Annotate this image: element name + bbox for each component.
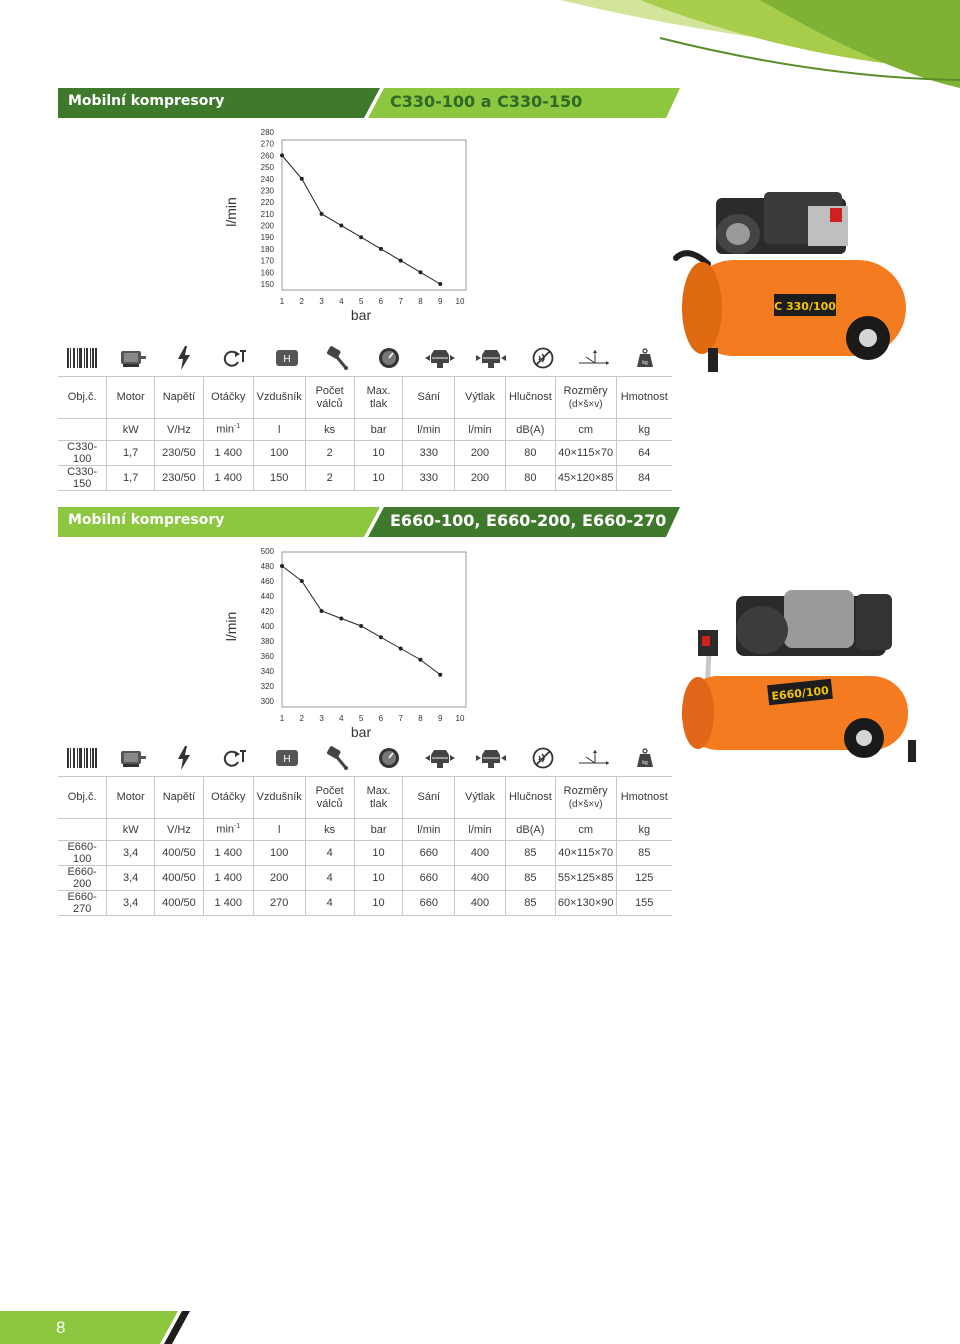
table-cell: 4 bbox=[305, 866, 354, 891]
category-title: Mobilní kompresory bbox=[68, 93, 225, 109]
photo-badge: E660/100 bbox=[770, 684, 830, 703]
x-tick-label: 1 bbox=[279, 297, 285, 306]
table-cell: 400 bbox=[455, 841, 506, 866]
table-cell: 85 bbox=[505, 891, 555, 916]
dimensions-subheader: (d×š×v) bbox=[568, 798, 603, 810]
x-tick-label: 9 bbox=[437, 714, 443, 723]
unit-label: cm bbox=[578, 823, 593, 836]
noise-icon bbox=[515, 740, 571, 776]
y-tick-label: 360 bbox=[260, 652, 274, 661]
x-tick-label: 10 bbox=[455, 297, 465, 306]
table-cell: 150 bbox=[253, 466, 305, 491]
flow-chart-1-svg bbox=[220, 128, 480, 328]
column-header-label: Obj.č. bbox=[67, 791, 97, 803]
unit-cell bbox=[203, 819, 253, 841]
unit-cell bbox=[403, 819, 455, 841]
weight-icon bbox=[617, 740, 673, 776]
data-point bbox=[300, 177, 304, 181]
y-tick-label: 180 bbox=[260, 244, 274, 254]
barcode-icon bbox=[54, 740, 110, 776]
table-cell: 400/50 bbox=[155, 841, 204, 866]
unit-label: l/min bbox=[468, 823, 492, 836]
table-cell: 60×130×90 bbox=[555, 891, 616, 916]
column-header bbox=[354, 777, 403, 819]
order-number-cell: E660-270 bbox=[58, 891, 107, 916]
table-cell: 4 bbox=[305, 841, 354, 866]
x-tick-label: 6 bbox=[378, 714, 384, 723]
unit-cell bbox=[155, 819, 204, 841]
unit-label: dB(A) bbox=[516, 423, 545, 436]
unit-label: l bbox=[277, 423, 281, 436]
data-point bbox=[418, 270, 422, 274]
column-header bbox=[253, 777, 305, 819]
data-point bbox=[399, 259, 403, 263]
output-icon bbox=[463, 740, 519, 776]
table-cell: 84 bbox=[616, 466, 672, 491]
data-point bbox=[320, 609, 324, 613]
x-axis-label: bar bbox=[350, 724, 372, 740]
unit-label: min bbox=[216, 423, 235, 436]
x-tick-label: 3 bbox=[319, 297, 324, 306]
x-tick-label: 8 bbox=[418, 297, 423, 306]
series-line bbox=[282, 155, 440, 284]
x-tick-label: 7 bbox=[398, 714, 403, 723]
y-tick-label: 150 bbox=[260, 280, 274, 289]
column-header bbox=[354, 377, 403, 419]
column-header bbox=[305, 377, 354, 419]
table-cell: 55×125×85 bbox=[555, 866, 616, 891]
column-header-label: Hlučnost bbox=[508, 391, 552, 403]
column-header-label: Napětí bbox=[162, 391, 196, 403]
table-cell: 3,4 bbox=[107, 866, 155, 891]
table-cell: 660 bbox=[403, 866, 455, 891]
table-cell: 330 bbox=[403, 441, 455, 466]
data-point bbox=[379, 247, 383, 251]
data-point bbox=[359, 624, 363, 628]
y-tick-label: 460 bbox=[260, 577, 274, 586]
x-tick-label: 10 bbox=[455, 714, 465, 723]
unit-label: kW bbox=[122, 423, 139, 436]
svg-text:H: H bbox=[283, 754, 291, 765]
unit-label: l/min bbox=[417, 823, 441, 836]
table-cell: 400/50 bbox=[155, 866, 204, 891]
table-cell: 80 bbox=[505, 466, 555, 491]
table-cell: 10 bbox=[354, 841, 403, 866]
x-tick-label: 6 bbox=[378, 297, 384, 306]
icon-row-2 bbox=[58, 740, 672, 776]
rpm-icon bbox=[208, 740, 264, 776]
unit-label: ks bbox=[324, 823, 336, 836]
column-header bbox=[58, 377, 107, 419]
y-tick-label: 210 bbox=[260, 209, 274, 219]
unit-label: l bbox=[277, 823, 281, 836]
x-axis-label: bar bbox=[350, 307, 372, 323]
svg-text:H: H bbox=[283, 354, 291, 365]
data-point bbox=[280, 153, 284, 157]
unit-superscript: -1 bbox=[234, 423, 241, 431]
unit-label: l/min bbox=[468, 423, 492, 436]
column-header bbox=[107, 377, 155, 419]
y-axis-label: l/min bbox=[223, 611, 239, 642]
unit-label: kg bbox=[638, 823, 651, 836]
column-header-label: Obj.č. bbox=[67, 391, 97, 403]
data-point bbox=[379, 635, 383, 639]
svg-text:kg: kg bbox=[642, 360, 648, 366]
column-header-label: Hmotnost bbox=[620, 391, 668, 403]
column-header-label: Rozměry bbox=[563, 384, 608, 397]
table-cell: 85 bbox=[616, 841, 672, 866]
y-tick-label: 320 bbox=[260, 682, 274, 691]
x-tick-label: 9 bbox=[437, 297, 443, 306]
x-tick-label: 4 bbox=[339, 714, 344, 723]
table-cell: 400/50 bbox=[155, 891, 204, 916]
icon-row-1 bbox=[58, 340, 672, 376]
column-header bbox=[403, 777, 455, 819]
x-tick-label: 5 bbox=[358, 714, 364, 723]
compressor-photo-1 bbox=[668, 188, 918, 385]
unit-cell bbox=[107, 819, 155, 841]
output-icon bbox=[463, 340, 519, 376]
table-cell: 1 400 bbox=[203, 441, 253, 466]
column-header bbox=[455, 377, 506, 419]
dimensions-subheader: (d×š×v) bbox=[568, 398, 603, 410]
piston-icon bbox=[310, 740, 366, 776]
table-cell: 10 bbox=[354, 891, 403, 916]
spec-table-2 bbox=[58, 776, 672, 916]
unit-cell bbox=[354, 419, 403, 441]
voltage-icon bbox=[156, 340, 212, 376]
column-header-label: Výtlak bbox=[465, 391, 495, 403]
table-cell: 40×115×70 bbox=[555, 841, 616, 866]
data-point bbox=[359, 235, 363, 239]
column-header-label: Vzdušník bbox=[256, 391, 302, 403]
voltage-icon bbox=[156, 740, 212, 776]
table-cell: 400 bbox=[455, 891, 506, 916]
table-cell: 200 bbox=[455, 441, 506, 466]
table-cell: 1 400 bbox=[203, 891, 253, 916]
footer-bar bbox=[0, 1311, 960, 1344]
y-tick-label: 500 bbox=[260, 547, 274, 556]
data-point bbox=[320, 212, 324, 216]
piston-icon bbox=[310, 340, 366, 376]
table-cell: 400 bbox=[455, 866, 506, 891]
spec-table-1 bbox=[58, 376, 672, 491]
table-cell: 200 bbox=[455, 466, 506, 491]
unit-cell bbox=[354, 819, 403, 841]
unit-label: bar bbox=[370, 823, 387, 836]
table-cell: 4 bbox=[305, 891, 354, 916]
table-cell: 230/50 bbox=[155, 441, 204, 466]
rpm-icon bbox=[208, 340, 264, 376]
series-line bbox=[282, 566, 440, 675]
column-header bbox=[616, 777, 672, 819]
table-cell: 45×120×85 bbox=[555, 466, 616, 491]
y-tick-label: 340 bbox=[260, 667, 274, 676]
y-tick-label: 250 bbox=[260, 163, 274, 173]
unit-label: kg bbox=[638, 423, 651, 436]
table-row bbox=[58, 891, 672, 916]
unit-superscript: -1 bbox=[234, 823, 241, 831]
column-header-label: Výtlak bbox=[465, 791, 495, 803]
column-header bbox=[107, 777, 155, 819]
column-header bbox=[505, 777, 555, 819]
unit-cell bbox=[58, 419, 107, 441]
column-header-label: Max. tlak bbox=[366, 784, 391, 810]
y-tick-label: 300 bbox=[260, 697, 274, 706]
unit-label: min bbox=[216, 823, 235, 836]
x-tick-label: 3 bbox=[319, 714, 324, 723]
unit-label: cm bbox=[578, 423, 593, 436]
table-row bbox=[58, 466, 672, 491]
column-header bbox=[155, 377, 204, 419]
table-cell: 125 bbox=[616, 866, 672, 891]
unit-label: bar bbox=[370, 423, 387, 436]
y-tick-label: 260 bbox=[260, 151, 274, 161]
y-tick-label: 280 bbox=[260, 128, 274, 137]
data-point bbox=[438, 282, 442, 286]
suction-icon bbox=[412, 740, 468, 776]
y-tick-label: 230 bbox=[260, 186, 274, 196]
y-tick-label: 220 bbox=[260, 198, 274, 208]
column-header-label: Sání bbox=[417, 791, 441, 803]
column-header bbox=[253, 377, 305, 419]
column-header bbox=[616, 377, 672, 419]
table-cell: 330 bbox=[403, 466, 455, 491]
table-cell: 1 400 bbox=[203, 466, 253, 491]
noise-icon bbox=[515, 340, 571, 376]
unit-cell bbox=[555, 819, 616, 841]
weight-icon bbox=[617, 340, 673, 376]
unit-cell bbox=[107, 419, 155, 441]
unit-cell bbox=[203, 419, 253, 441]
order-number-cell: C330-150 bbox=[58, 466, 107, 491]
unit-label: l/min bbox=[417, 423, 441, 436]
column-header-label: Motor bbox=[116, 391, 145, 403]
barcode-icon bbox=[54, 340, 110, 376]
motor-icon bbox=[105, 340, 161, 376]
data-point bbox=[339, 224, 343, 228]
column-header bbox=[155, 777, 204, 819]
table-cell: 80 bbox=[505, 441, 555, 466]
dimensions-icon bbox=[566, 740, 622, 776]
table-cell: 270 bbox=[253, 891, 305, 916]
table-cell: 1 400 bbox=[203, 866, 253, 891]
column-header-label: Max. tlak bbox=[366, 384, 391, 410]
column-header bbox=[58, 777, 107, 819]
column-header bbox=[555, 777, 616, 819]
x-tick-label: 1 bbox=[279, 714, 285, 723]
x-tick-label: 8 bbox=[418, 714, 423, 723]
header-decoration bbox=[0, 0, 960, 90]
data-point bbox=[280, 564, 284, 568]
order-number-cell: C330-100 bbox=[58, 441, 107, 466]
table-cell: 660 bbox=[403, 891, 455, 916]
order-number-cell: E660-100 bbox=[58, 841, 107, 866]
unit-label: V/Hz bbox=[167, 423, 191, 436]
x-tick-label: 4 bbox=[339, 297, 344, 306]
table-cell: 10 bbox=[354, 441, 403, 466]
column-header bbox=[203, 377, 253, 419]
flow-chart-1 bbox=[220, 128, 480, 328]
unit-cell bbox=[455, 819, 506, 841]
y-tick-label: 190 bbox=[260, 233, 274, 243]
table-cell: 230/50 bbox=[155, 466, 204, 491]
unit-cell bbox=[253, 419, 305, 441]
column-header bbox=[505, 377, 555, 419]
model-title: E660-100, E660-200, E660-270 bbox=[390, 511, 667, 530]
page-number: 8 bbox=[56, 1318, 66, 1337]
table-cell: 100 bbox=[253, 441, 305, 466]
unit-cell bbox=[616, 819, 672, 841]
column-header-label: Otáčky bbox=[211, 391, 246, 403]
column-header-label: Sání bbox=[417, 391, 441, 403]
section-banner-2 bbox=[58, 507, 680, 537]
unit-label: dB(A) bbox=[516, 823, 545, 836]
motor-icon bbox=[105, 740, 161, 776]
x-tick-label: 5 bbox=[358, 297, 364, 306]
table-row bbox=[58, 441, 672, 466]
table-cell: 40×115×70 bbox=[555, 441, 616, 466]
plot-frame bbox=[282, 140, 466, 290]
unit-cell bbox=[555, 419, 616, 441]
table-cell: 64 bbox=[616, 441, 672, 466]
column-header-label: Hlučnost bbox=[508, 791, 552, 803]
suction-icon bbox=[412, 340, 468, 376]
table-cell: 3,4 bbox=[107, 841, 155, 866]
column-header-label: Počet válců bbox=[315, 784, 344, 810]
column-header bbox=[305, 777, 354, 819]
unit-cell bbox=[616, 419, 672, 441]
table-cell: 155 bbox=[616, 891, 672, 916]
column-header-label: Hmotnost bbox=[620, 791, 668, 803]
table-cell: 1,7 bbox=[107, 441, 155, 466]
data-point bbox=[339, 617, 343, 621]
unit-label: ks bbox=[324, 423, 336, 436]
table-cell: 200 bbox=[253, 866, 305, 891]
tank-icon bbox=[259, 740, 315, 776]
unit-cell bbox=[505, 819, 555, 841]
y-tick-label: 380 bbox=[260, 637, 274, 646]
x-tick-label: 2 bbox=[299, 297, 305, 306]
table-cell: 1 400 bbox=[203, 841, 253, 866]
y-tick-label: 240 bbox=[260, 174, 274, 184]
data-point bbox=[399, 647, 403, 651]
column-header bbox=[203, 777, 253, 819]
table-cell: 85 bbox=[505, 866, 555, 891]
unit-label: kW bbox=[122, 823, 139, 836]
dimensions-icon bbox=[566, 340, 622, 376]
unit-cell bbox=[403, 419, 455, 441]
y-tick-label: 420 bbox=[260, 607, 274, 616]
unit-cell bbox=[155, 419, 204, 441]
table-cell: 660 bbox=[403, 841, 455, 866]
section-banner-1 bbox=[58, 88, 680, 118]
unit-cell bbox=[455, 419, 506, 441]
table-cell: 2 bbox=[305, 441, 354, 466]
unit-cell bbox=[305, 419, 354, 441]
column-header-label: Rozměry bbox=[563, 784, 608, 797]
column-header bbox=[403, 377, 455, 419]
column-header bbox=[455, 777, 506, 819]
flow-chart-2 bbox=[220, 546, 480, 740]
pressure-gauge-icon bbox=[361, 340, 417, 376]
y-tick-label: 170 bbox=[260, 256, 274, 266]
tank-icon bbox=[259, 340, 315, 376]
y-tick-label: 480 bbox=[260, 562, 274, 571]
table-row bbox=[58, 866, 672, 891]
y-tick-label: 270 bbox=[260, 139, 274, 149]
pressure-gauge-icon bbox=[361, 740, 417, 776]
y-tick-label: 200 bbox=[260, 221, 274, 231]
y-tick-label: 400 bbox=[260, 622, 274, 631]
column-header-label: Napětí bbox=[162, 791, 196, 803]
x-tick-label: 7 bbox=[398, 297, 403, 306]
table-row bbox=[58, 841, 672, 866]
model-title: C330-100 a C330-150 bbox=[390, 92, 583, 111]
y-axis-label: l/min bbox=[223, 197, 239, 227]
column-header-label: Počet válců bbox=[315, 384, 344, 410]
unit-cell bbox=[505, 419, 555, 441]
y-tick-label: 160 bbox=[260, 268, 274, 278]
data-point bbox=[300, 579, 304, 583]
table-cell: 10 bbox=[354, 466, 403, 491]
order-number-cell: E660-200 bbox=[58, 866, 107, 891]
unit-cell bbox=[253, 819, 305, 841]
table-cell: 10 bbox=[354, 866, 403, 891]
table-cell: 100 bbox=[253, 841, 305, 866]
table-cell: 1,7 bbox=[107, 466, 155, 491]
data-point bbox=[418, 658, 422, 662]
unit-label: V/Hz bbox=[167, 823, 191, 836]
table-cell: 3,4 bbox=[107, 891, 155, 916]
y-tick-label: 440 bbox=[260, 592, 274, 601]
photo-badge: C 330/100 bbox=[774, 300, 836, 313]
category-title: Mobilní kompresory bbox=[68, 512, 225, 528]
table-cell: 2 bbox=[305, 466, 354, 491]
column-header bbox=[555, 377, 616, 419]
svg-text:kg: kg bbox=[642, 760, 648, 766]
unit-cell bbox=[58, 819, 107, 841]
column-header-label: Motor bbox=[116, 791, 145, 803]
data-point bbox=[438, 673, 442, 677]
column-header-label: Vzdušník bbox=[256, 791, 302, 803]
x-tick-label: 2 bbox=[299, 714, 305, 723]
column-header-label: Otáčky bbox=[211, 791, 246, 803]
compressor-photo-2 bbox=[676, 590, 916, 775]
flow-chart-2-svg bbox=[220, 546, 480, 740]
table-cell: 85 bbox=[505, 841, 555, 866]
plot-frame bbox=[282, 552, 466, 707]
unit-cell bbox=[305, 819, 354, 841]
